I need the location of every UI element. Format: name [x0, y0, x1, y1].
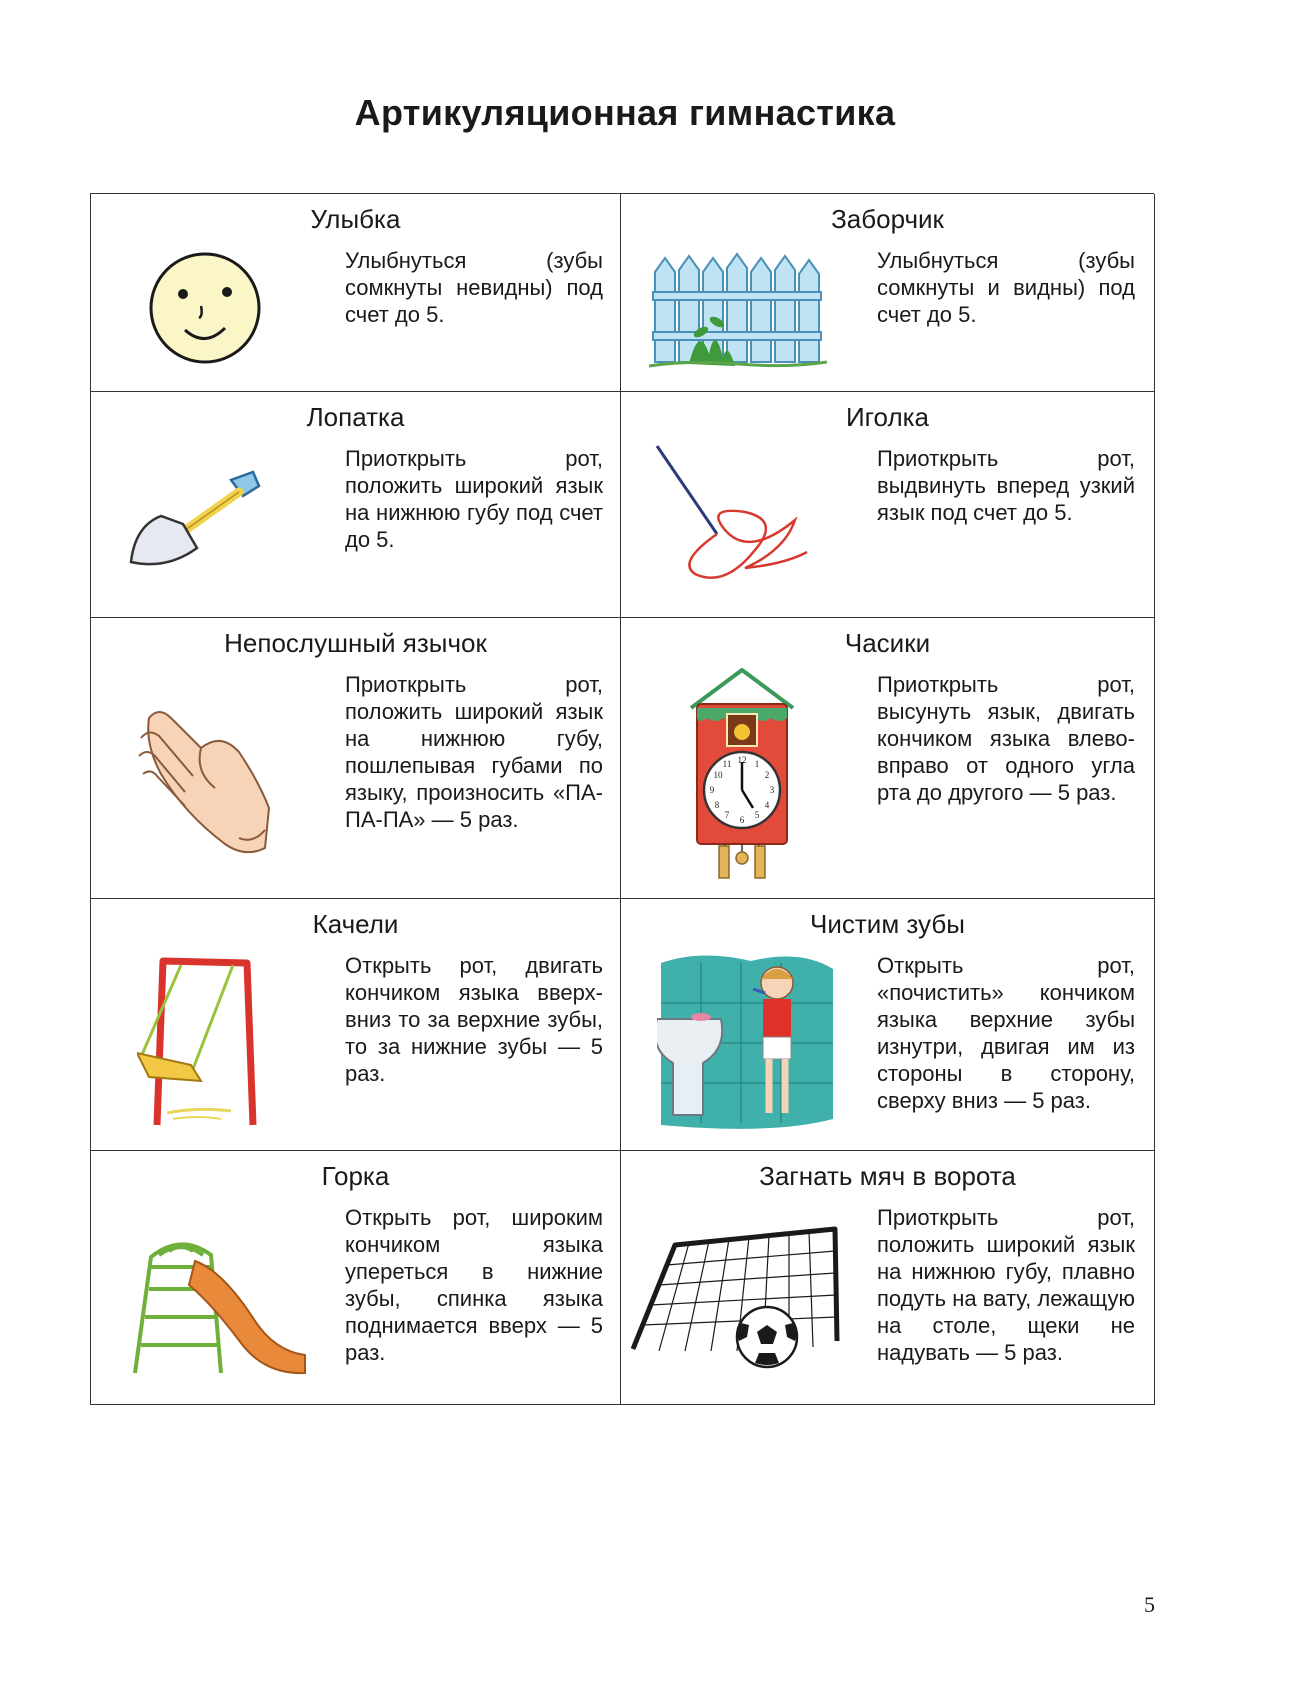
- exercise-title: Непослушный язычок: [224, 628, 487, 658]
- exercise-title: Чистим зубы: [810, 909, 965, 939]
- exercise-title: Заборчик: [831, 204, 944, 234]
- exercise-title: Иголка: [845, 402, 930, 432]
- boy-brushing-teeth-icon: [657, 953, 833, 1131]
- exercise-title: Улыбка: [310, 204, 401, 234]
- cuckoo-clock-icon: [687, 668, 797, 882]
- exercise-description: Открыть рот, широким кончиком языка упереться в нижние зубы, спинка языка поднимается вверх — 5 раз.: [345, 1205, 603, 1365]
- soccer-goal-ball-icon: [629, 1221, 849, 1371]
- clock-numeral: 1: [754, 759, 760, 769]
- clock-numeral: 7: [724, 810, 730, 820]
- clock-numeral: 4: [764, 800, 770, 810]
- exercise-description: Приоткрыть рот, положить широкий язык на нижнюю губу, пошлепывая губами по языку, произносить «ПА-ПА-ПА» — 5 раз.: [345, 672, 603, 832]
- exercise-description: Улыбнуться (зубы сомкнуты невидны) под счет до 5.: [345, 248, 603, 327]
- exercise-card-brush-teeth: [621, 899, 1155, 1151]
- clock-numeral: 11: [722, 759, 732, 769]
- page-number: 5: [1144, 1592, 1155, 1617]
- exercise-title: Загнать мяч в ворота: [759, 1161, 1016, 1191]
- exercise-card-swing: [91, 899, 621, 1151]
- exercise-description: Приоткрыть рот, высунуть язык, двигать кончиком языка влево-вправо от одного угла рта до другого — 5 раз.: [877, 672, 1135, 805]
- clock-numeral: 3: [769, 785, 775, 795]
- shovel-icon: [127, 466, 269, 576]
- exercise-description: Открыть рот, «почистить» кончиком языка верхние зубы изнутри, двигая им из стороны в сторону, сверху вниз — 5 раз.: [877, 953, 1135, 1113]
- exercise-card-hands: [91, 618, 621, 899]
- exercise-card-shovel: [91, 392, 621, 618]
- exercise-grid: [90, 193, 1154, 1405]
- exercise-description: Приоткрыть рот, положить широкий язык на нижнюю губу под счет до 5.: [345, 446, 603, 552]
- smiley-face-icon: [147, 250, 263, 366]
- exercise-title: Лопатка: [306, 402, 405, 432]
- exercise-card-clock: [621, 618, 1155, 899]
- exercise-title: Горка: [321, 1161, 390, 1191]
- exercise-card-slide: [91, 1151, 621, 1405]
- exercise-card-goal: [621, 1151, 1155, 1405]
- exercise-card-smile: [91, 194, 621, 392]
- fence-icon: [649, 252, 827, 372]
- clock-numeral: 9: [709, 785, 715, 795]
- swing-icon: [137, 953, 265, 1131]
- needle-thread-icon: [651, 442, 811, 592]
- clock-numeral: 8: [714, 800, 720, 810]
- exercise-card-needle: [621, 392, 1155, 618]
- page-title: Артикуляционная гимнастика: [354, 92, 896, 133]
- exercise-title: Часики: [844, 628, 931, 658]
- exercise-card-fence: [621, 194, 1155, 392]
- exercise-description: Приоткрыть рот, положить широкий язык на нижнюю губу, плавно подуть на вату, лежащую на столе, щеки не надувать — 5 раз.: [877, 1205, 1135, 1365]
- exercise-description: Улыбнуться (зубы сомкнуты и видны) под счет до 5.: [877, 248, 1135, 327]
- clock-numeral: 12: [737, 755, 747, 765]
- clock-numeral: 5: [754, 810, 760, 820]
- exercise-description: Открыть рот, двигать кончиком языка вверх-вниз то за верхние зубы, то за нижние зубы — 5 раз.: [345, 953, 603, 1086]
- exercise-description: Приоткрыть рот, выдвинуть вперед узкий язык под счет до 5.: [877, 446, 1135, 525]
- clock-numeral: 2: [764, 770, 770, 780]
- clock-numeral: 6: [739, 815, 745, 825]
- playground-slide-icon: [121, 1227, 311, 1377]
- exercise-title: Качели: [312, 909, 399, 939]
- clock-numeral: 10: [713, 770, 723, 780]
- clapping-hands-icon: [135, 698, 273, 866]
